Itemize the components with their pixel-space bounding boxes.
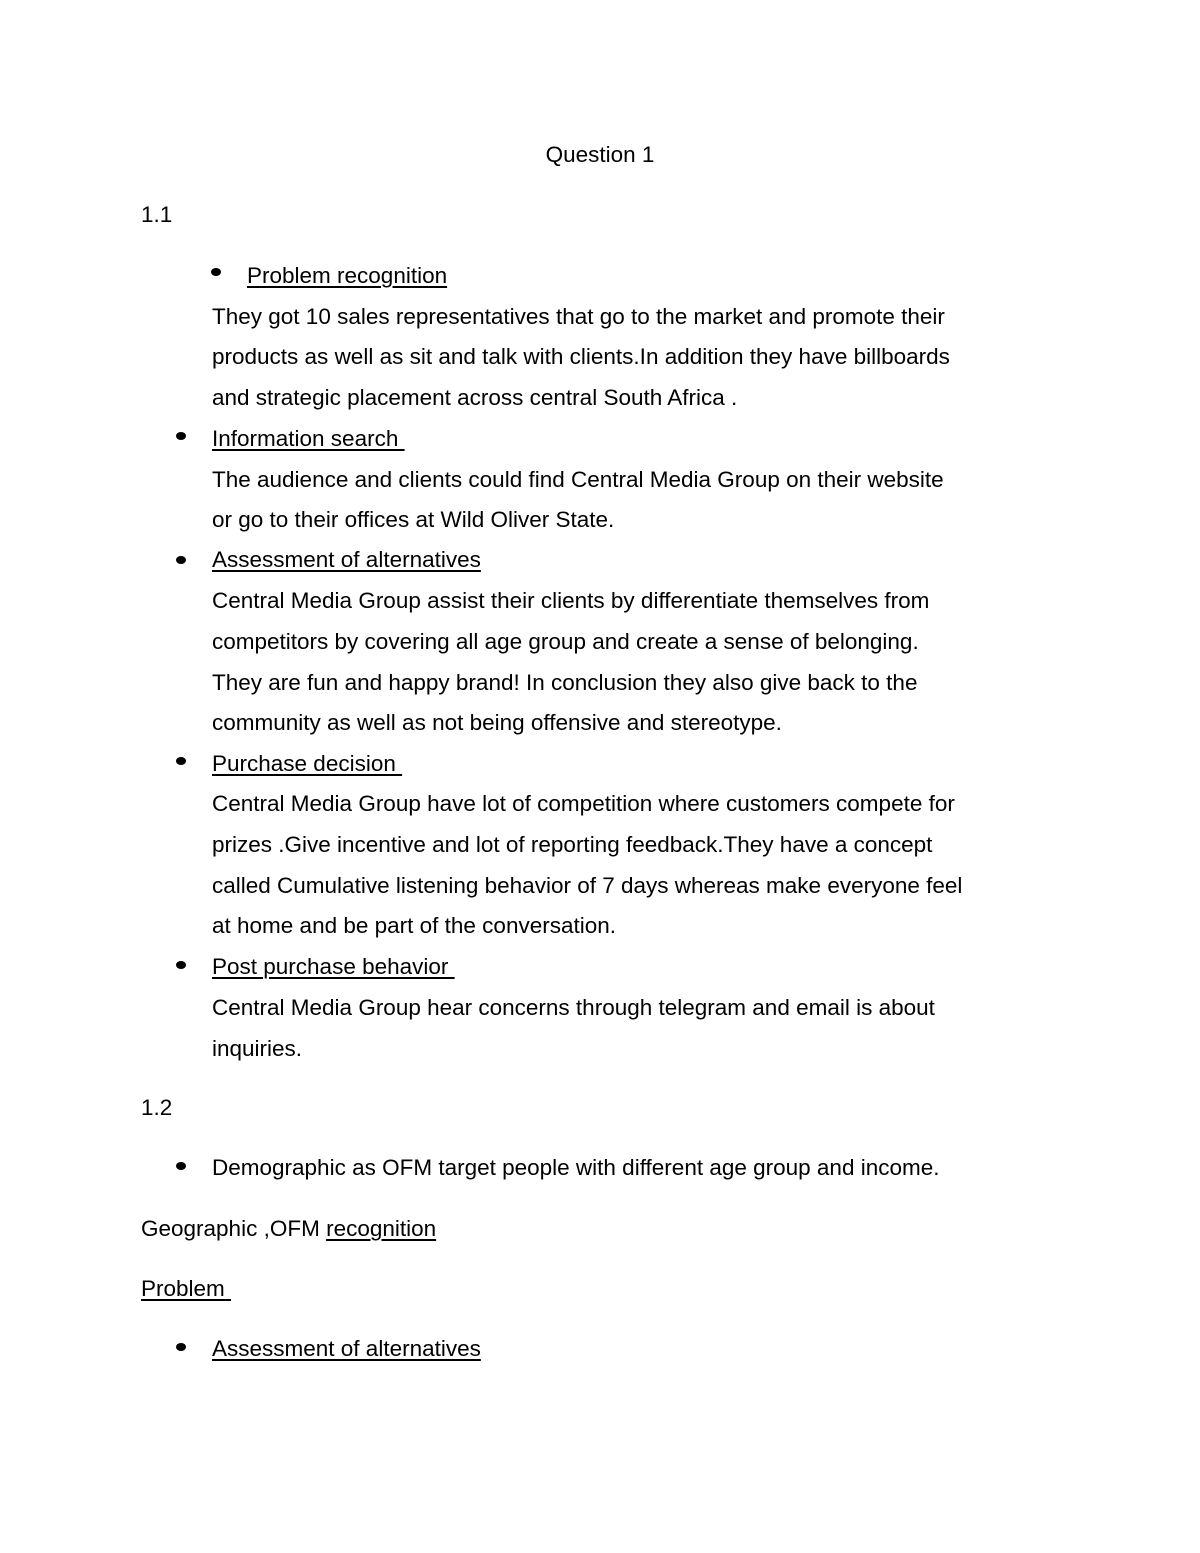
paragraph-line: and strategic placement across central South Africa . — [212, 385, 738, 410]
section-number-1-2: 1.2 — [141, 1095, 173, 1120]
paragraph-line: or go to their offices at Wild Oliver State. — [212, 507, 615, 532]
list-item-text: Demographic as OFM target people with different age group and income. — [212, 1155, 940, 1180]
list-item-heading: Problem recognition — [247, 263, 448, 288]
paragraph-line: products as well as sit and talk with clients.In addition they have billboards — [212, 344, 950, 369]
list-item-heading: Assessment of alternatives — [212, 1336, 481, 1361]
bullet-icon — [176, 1162, 186, 1170]
paragraph-line: Central Media Group hear concerns through telegram and email is about — [212, 995, 935, 1020]
paragraph-line: Central Media Group assist their clients by differentiate themselves from — [212, 588, 930, 613]
section-number-1-1: 1.1 — [141, 202, 173, 227]
bullet-icon — [176, 757, 186, 765]
bullet-icon — [176, 556, 186, 564]
bullet-icon — [176, 432, 186, 440]
paragraph-line: called Cumulative listening behavior of 7 days whereas make everyone feel — [212, 873, 963, 898]
paragraph-line: Central Media Group have lot of competition where customers compete for — [212, 791, 955, 816]
problem-heading: Problem — [141, 1276, 232, 1301]
page-title: Question 1 — [545, 142, 655, 167]
bullet-icon — [211, 268, 221, 276]
paragraph-line: They got 10 sales representatives that go to the market and promote their — [212, 304, 945, 329]
list-item-heading: Assessment of alternatives — [212, 547, 481, 572]
paragraph-line: competitors by covering all age group and create a sense of belonging. — [212, 629, 919, 654]
list-item-heading: Post purchase behavior — [212, 954, 455, 979]
paragraph-line: community as well as not being offensive and stereotype. — [212, 710, 782, 735]
geographic-label: Geographic ,OFM — [141, 1216, 327, 1241]
bullet-icon — [176, 1343, 186, 1351]
paragraph-line: prizes .Give incentive and lot of reporting feedback.They have a concept — [212, 832, 933, 857]
bullet-icon — [176, 961, 186, 969]
list-item-heading: Information search — [212, 426, 405, 451]
geographic-underlined: recognition — [326, 1216, 437, 1241]
paragraph-line: inquiries. — [212, 1036, 303, 1061]
paragraph-line: They are fun and happy brand! In conclusion they also give back to the — [212, 670, 918, 695]
paragraph-line: at home and be part of the conversation. — [212, 913, 617, 938]
paragraph-line: The audience and clients could find Central Media Group on their website — [212, 467, 944, 492]
geographic-line — [141, 1215, 436, 1243]
list-item-heading: Purchase decision — [212, 751, 403, 776]
